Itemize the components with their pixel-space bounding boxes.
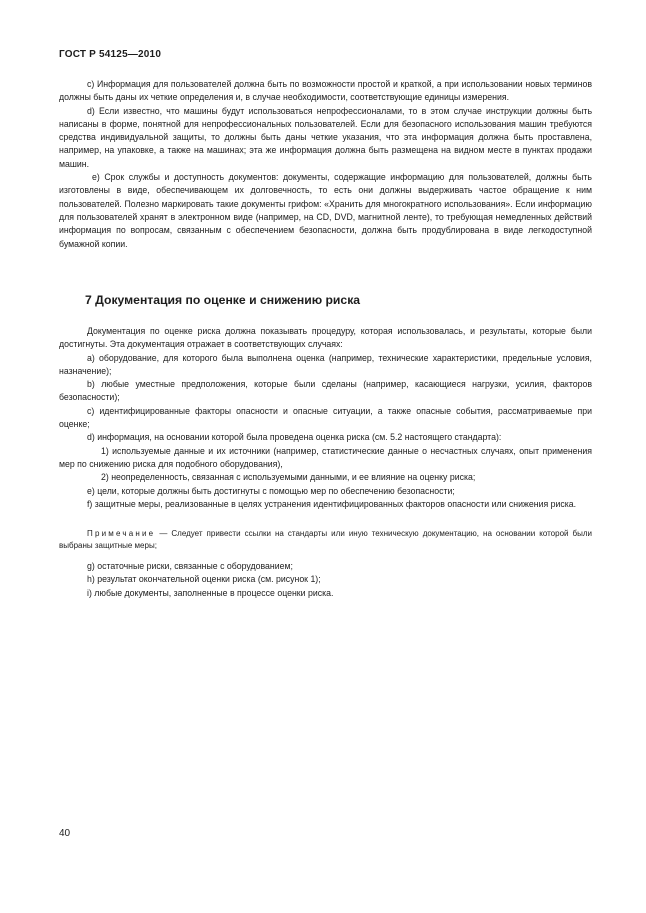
- document-header: ГОСТ Р 54125—2010: [59, 49, 162, 60]
- section-7-intro: Документация по оценке риска должна показывать процедуру, которая использовалась, и результаты, которые были достигнуты. Эта документация отражает в соответствующих случаях:: [59, 326, 592, 350]
- section-7-body: [59, 325, 592, 511]
- section-6-continuation: [59, 78, 592, 251]
- list-item-a: а) оборудование, для которого была выполнена оценка (например, технические характеристики, предельные условия, назначение);: [59, 352, 592, 376]
- paragraph-d: d) Если известно, что машины будут использоваться непрофессионалами, то в этом случае инструкции должны быть написаны в форме, понятной для непрофессиональных пользователей. Если для безопасного использования машин требуются средства индивидуальной защиты, то должны быть даны четкие указания, что эта информация должна быть проставлена, например, на упаковке, а также на машинах; эта же информация должна быть размещена на видном месте в пунктах продажи машин.: [59, 105, 592, 169]
- section-7-body-continued: [59, 560, 592, 600]
- list-item-e: е) цели, которые должны быть достигнуты с помощью мер по обеспечению безопасности;: [87, 485, 455, 496]
- list-item-d1: 1) используемые данные и их источники (например, статистические данные о несчастных случаях, опыт применения мер по снижению риска для подобного оборудования),: [59, 445, 592, 469]
- list-item-h: h) результат окончательной оценки риска (см. рисунок 1);: [87, 574, 321, 585]
- list-item-f: f) защитные меры, реализованные в целях устранения идентифицированных факторов опасности или снижения риска.: [87, 498, 577, 509]
- note-block: [59, 528, 592, 553]
- note-label: Примечание: [87, 529, 156, 538]
- list-item-i: i) любые документы, заполненные в процессе оценки риска.: [87, 587, 334, 598]
- list-item-c: с) идентифицированные факторы опасности и опасные ситуации, а также опасные события, рассматриваемые при оценке;: [59, 405, 592, 430]
- page-number: 40: [59, 828, 71, 839]
- paragraph-e: е) Срок службы и доступность документов: документы, содержащие информацию для пользователей, должны быть изготовлены в виде, обеспечивающем их долговечность, то есть они должны выдерживать частое обращение к ним пользователей. Полезно маркировать такие документы грифом: «Хранить для многократного использования». Если информацию для пользователей хранят в электронном виде (например, на CD, DVD, магнитной ленте), то требующая немедленных действий информация по вопросам, связанным с обеспечением безопасности, должна быть продублирована в виде легкодоступной бумажной копии.: [59, 172, 592, 249]
- list-item-g: g) остаточные риски, связанные с оборудованием;: [87, 561, 293, 571]
- list-item-d: d) информация, на основании которой была проведена оценка риска (см. 5.2 настоящего стандарта):: [87, 432, 502, 443]
- list-item-b: b) любые уместные предположения, которые были сделаны (например, касающиеся нагрузки, усилия, факторов безопасности);: [59, 379, 592, 403]
- paragraph-c: c) Информация для пользователей должна быть по возможности простой и краткой, а при использовании новых терминов должны быть даны их четкие определения и, в случае необходимости, соответствующие единицы измерения.: [59, 79, 592, 103]
- list-item-d2: 2) неопределенность, связанная с используемыми данными, и ее влияние на оценку риска;: [101, 472, 476, 483]
- section-7-heading: 7 Документация по оценке и снижению риска: [85, 293, 361, 307]
- note-paragraph: [59, 528, 592, 553]
- note-text: — Следует привести ссылки на стандарты или иную техническую документацию, на основании которой были выбраны защитные меры;: [59, 529, 592, 551]
